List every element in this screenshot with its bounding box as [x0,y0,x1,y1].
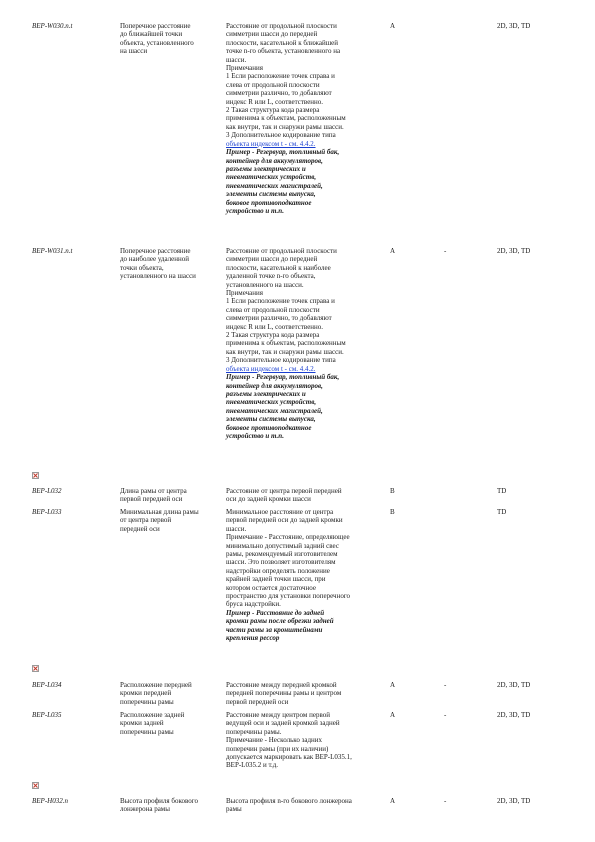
dimension-code: BEP-L035 [32,711,62,719]
dimension-code: BEP-W030.n.t [32,22,73,30]
dimension-definition: Минимальное расстояние от центра первой передней оси до задней кромки шасси. Примечание - Расстояние, определяющее минимально допустимый задний свес рамы, рекомендуемый изготовителем шасси. Это позволяет изготовителям надстройки определять положение крайней задней точки шасси, при котором остается достаточное пространство для установки поперечного бруса надстройки. Пример - Расстояние до задней кромки рамы после обрезки задней части рамы за кронштейнами крепления рессор [226,508,351,643]
dimension-name: Минимальная длина рамы от центра первой передней оси [120,508,199,533]
category-mark: B [390,487,395,495]
broken-image-icon [32,782,39,789]
dimension-definition: Расстояние от продольной плоскости симметрии шасси до передней плоскости, касательной к ближайшей точке n-го объекта, установленного на шасси. Примечания 1 Если расположение точек справа и слева от продольной плоскости симметрии различно, то добавляют индекс R или L, соответственно. 2 Такая структура кода размера применима к объектам, расположенным как внутри, так и снаружи рамы шасси. 3 Дополнительное кодирование типа объекта индексом t - см. 4.4.2. Пример - Резервуар, топливный бак, контейнер для аккумуляторов, разъемы электрических и пневматических устройств, пневматических магистралей, элементы системы выпуска, боковое противоподкатное устройство и т.п. [226,22,382,215]
dimension-types: 2D, 3D, TD [497,681,531,689]
dimension-types: 2D, 3D, TD [497,711,531,719]
dimension-name: Длина рамы от центра первой передней оси [120,487,187,504]
dimension-definition: Расстояние между центром первой ведущей оси и задней кромкой задней поперечины рамы. Примечание - Несколько задних поперечин рамы (при их наличии) допускается маркировать как BEP-L035.1, BEP-L035.2 и т.д. [226,711,352,770]
dimension-types: TD [497,508,507,516]
dimension-definition: Расстояние от центра первой передней оси до задней кромки шасси [226,487,342,504]
dimension-name: Расположение задней кромки задней поперечины рамы [120,711,185,736]
dimension-code: BEP-L033 [32,508,62,516]
broken-image-icon [32,665,39,672]
dimension-name: Высота профиля бокового лонжерона рамы [120,797,198,814]
dimension-definition: Расстояние между передней кромкой передней поперечины рамы и центром первой передней оси [226,681,342,706]
dimension-types: TD [497,487,507,495]
category-mark: A [390,711,396,719]
dimension-types: 2D, 3D, TD [497,22,531,30]
category-mark: A [390,797,396,805]
dimension-name: Расположение передней кромки передней поперечины рамы [120,681,192,706]
dimension-types: 2D, 3D, TD [497,247,531,255]
dash-mark: - [444,681,447,689]
dimension-name: Поперечное расстояние до наиболее удаленной точки объекта, установленного на шасси [120,247,196,281]
category-mark: B [390,508,395,516]
category-mark: A [390,247,396,255]
broken-image-icon [32,472,39,479]
dash-mark: - [444,711,447,719]
section-link[interactable]: объекта индексом t - см. 4.4.2. [226,139,316,148]
dimension-code: BEP-W031.n.t [32,247,73,255]
dimension-definition: Расстояние от продольной плоскости симметрии шасси до передней плоскости, касательной к наиболее удаленной точке n-го объекта, установленного на шасси. Примечания 1 Если расположение точек справа и слева от продольной плоскости симметрии различно, то добавляют индекс R или L, соответственно. 2 Такая структура кода размера применима к объектам, расположенным как внутри, так и снаружи рамы шасси. 3 Дополнительное кодирование типа объекта индексом t - см. 4.4.2. Пример - Резервуар, топливный бак, контейнер для аккумуляторов, разъемы электрических и пневматических устройств, пневматических магистралей, элементы системы выпуска, боковое противоподкатное устройство и т.п. [226,247,382,440]
dimension-name: Поперечное расстояние до ближайшей точки объекта, установленного на шасси [120,22,194,56]
section-link[interactable]: объекта индексом t - см. 4.4.2. [226,364,316,373]
category-mark: A [390,22,396,30]
dimension-code: BEP-H032.n [32,797,68,805]
dimension-code: BEP-L032 [32,487,62,495]
dash-mark: - [444,247,447,255]
dimension-definition: Высота профиля n-го бокового лонжерона рамы [226,797,352,814]
category-mark: A [390,681,396,689]
dimension-code: BEP-L034 [32,681,62,689]
dimension-types: 2D, 3D, TD [497,797,531,805]
dash-mark: - [444,797,447,805]
